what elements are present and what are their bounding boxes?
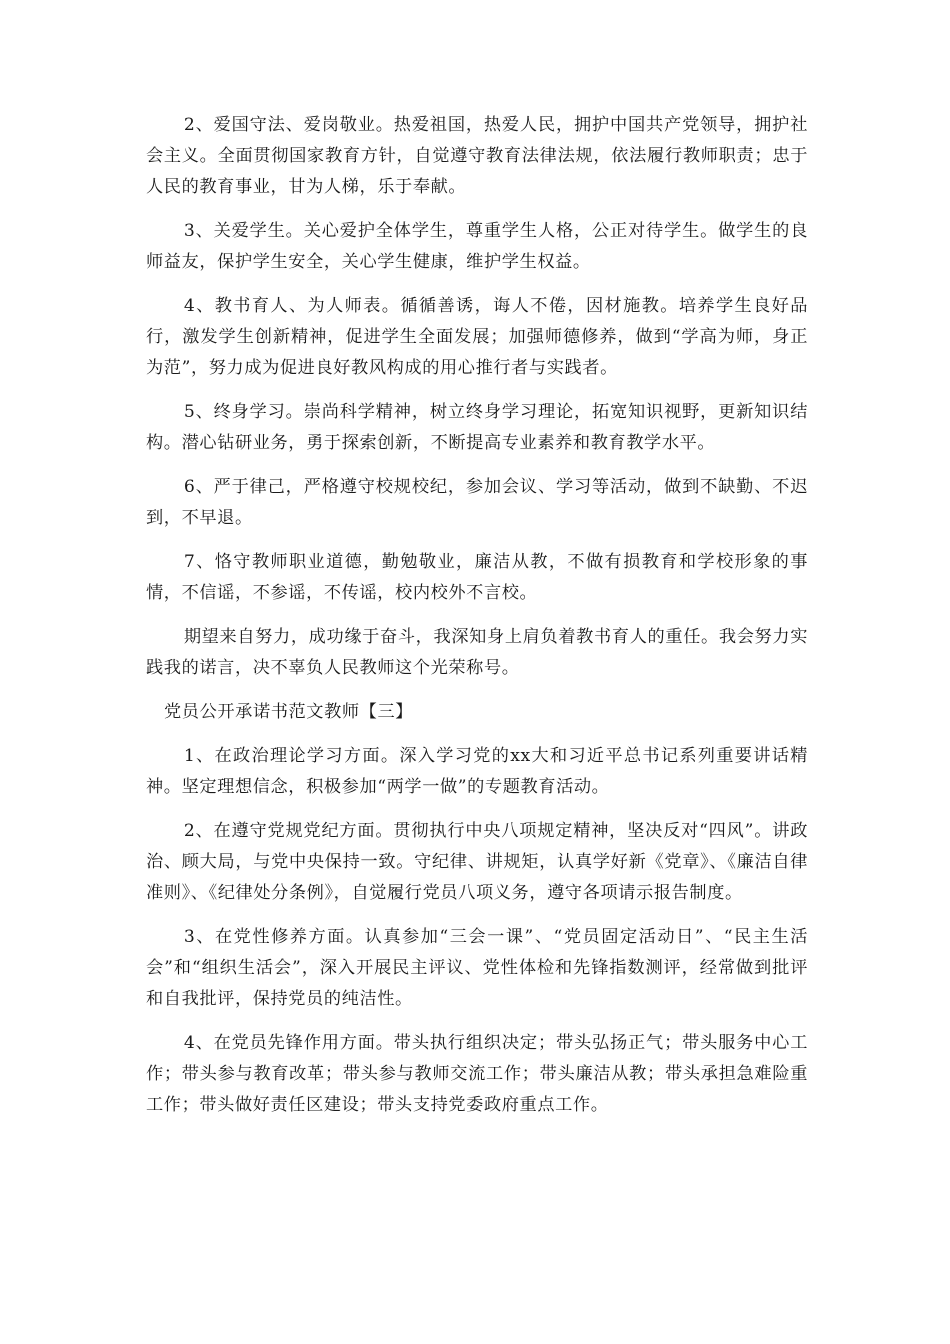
commitment-item-4: 4、在党员先锋作用方面。带头执行组织决定；带头弘扬正气；带头服务中心工作；带头参与教育改革；带头参与教师交流工作；带头廉洁从教；带头承担急难险重工作；带头做好责任区建设；带头支持党委政府重点工作。 xyxy=(146,1033,808,1115)
paragraph-item-7: 7、恪守教师职业道德，勤勉敬业，廉洁从教，不做有损教育和学校形象的事情，不信谣，不参谣，不传谣，校内校外不言校。 xyxy=(146,552,808,603)
paragraph-item-5: 5、终身学习。崇尚科学精神，树立终身学习理论，拓宽知识视野，更新知识结构。潜心钻研业务，勇于探索创新，不断提高专业素养和教育教学水平。 xyxy=(146,402,808,453)
document-body xyxy=(146,110,808,1134)
paragraph-item-2: 2、爱国守法、爱岗敬业。热爱祖国，热爱人民，拥护中国共产党领导，拥护社会主义。全面贯彻国家教育方针，自觉遵守教育法律法规，依法履行教师职责；忠于人民的教育事业，甘为人梯，乐于奉献。 xyxy=(146,115,808,197)
paragraph-item-6: 6、严于律己，严格遵守校规校纪，参加会议、学习等活动，做到不缺勤、不迟到，不早退。 xyxy=(146,477,808,528)
commitment-item-3: 3、在党性修养方面。认真参加“三会一课”、“党员固定活动日”、“民主生活会”和“组织生活会”，深入开展民主评议、党性体检和先锋指数测评，经常做到批评和自我批评，保持党员的纯洁性。 xyxy=(146,927,808,1009)
paragraph-item-3: 3、关爱学生。关心爱护全体学生，尊重学生人格，公正对待学生。做学生的良师益友，保护学生安全，关心学生健康，维护学生权益。 xyxy=(146,221,808,272)
commitment-item-2: 2、在遵守党规党纪方面。贯彻执行中央八项规定精神，坚决反对“四风”。讲政治、顾大局，与党中央保持一致。守纪律、讲规矩，认真学好新《党章》、《廉洁自律准则》、《纪律处分条例》，自觉履行党员八项义务，遵守各项请示报告制度。 xyxy=(146,821,808,903)
paragraph-item-4: 4、教书育人、为人师表。循循善诱，诲人不倦，因材施教。培养学生良好品行，激发学生创新精神，促进学生全面发展；加强师德修养，做到“学高为师，身正为范”，努力成为促进良好教风构成的用心推行者与实践者。 xyxy=(146,296,808,378)
commitment-item-1: 1、在政治理论学习方面。深入学习党的xx大和习近平总书记系列重要讲话精神。坚定理想信念，积极参加“两学一做”的专题教育活动。 xyxy=(146,746,808,797)
section-title: 党员公开承诺书范文教师【三】 xyxy=(164,702,414,722)
closing-paragraph: 期望来自努力，成功缘于奋斗，我深知身上肩负着教书育人的重任。我会努力实践我的诺言，决不辜负人民教师这个光荣称号。 xyxy=(146,627,808,678)
